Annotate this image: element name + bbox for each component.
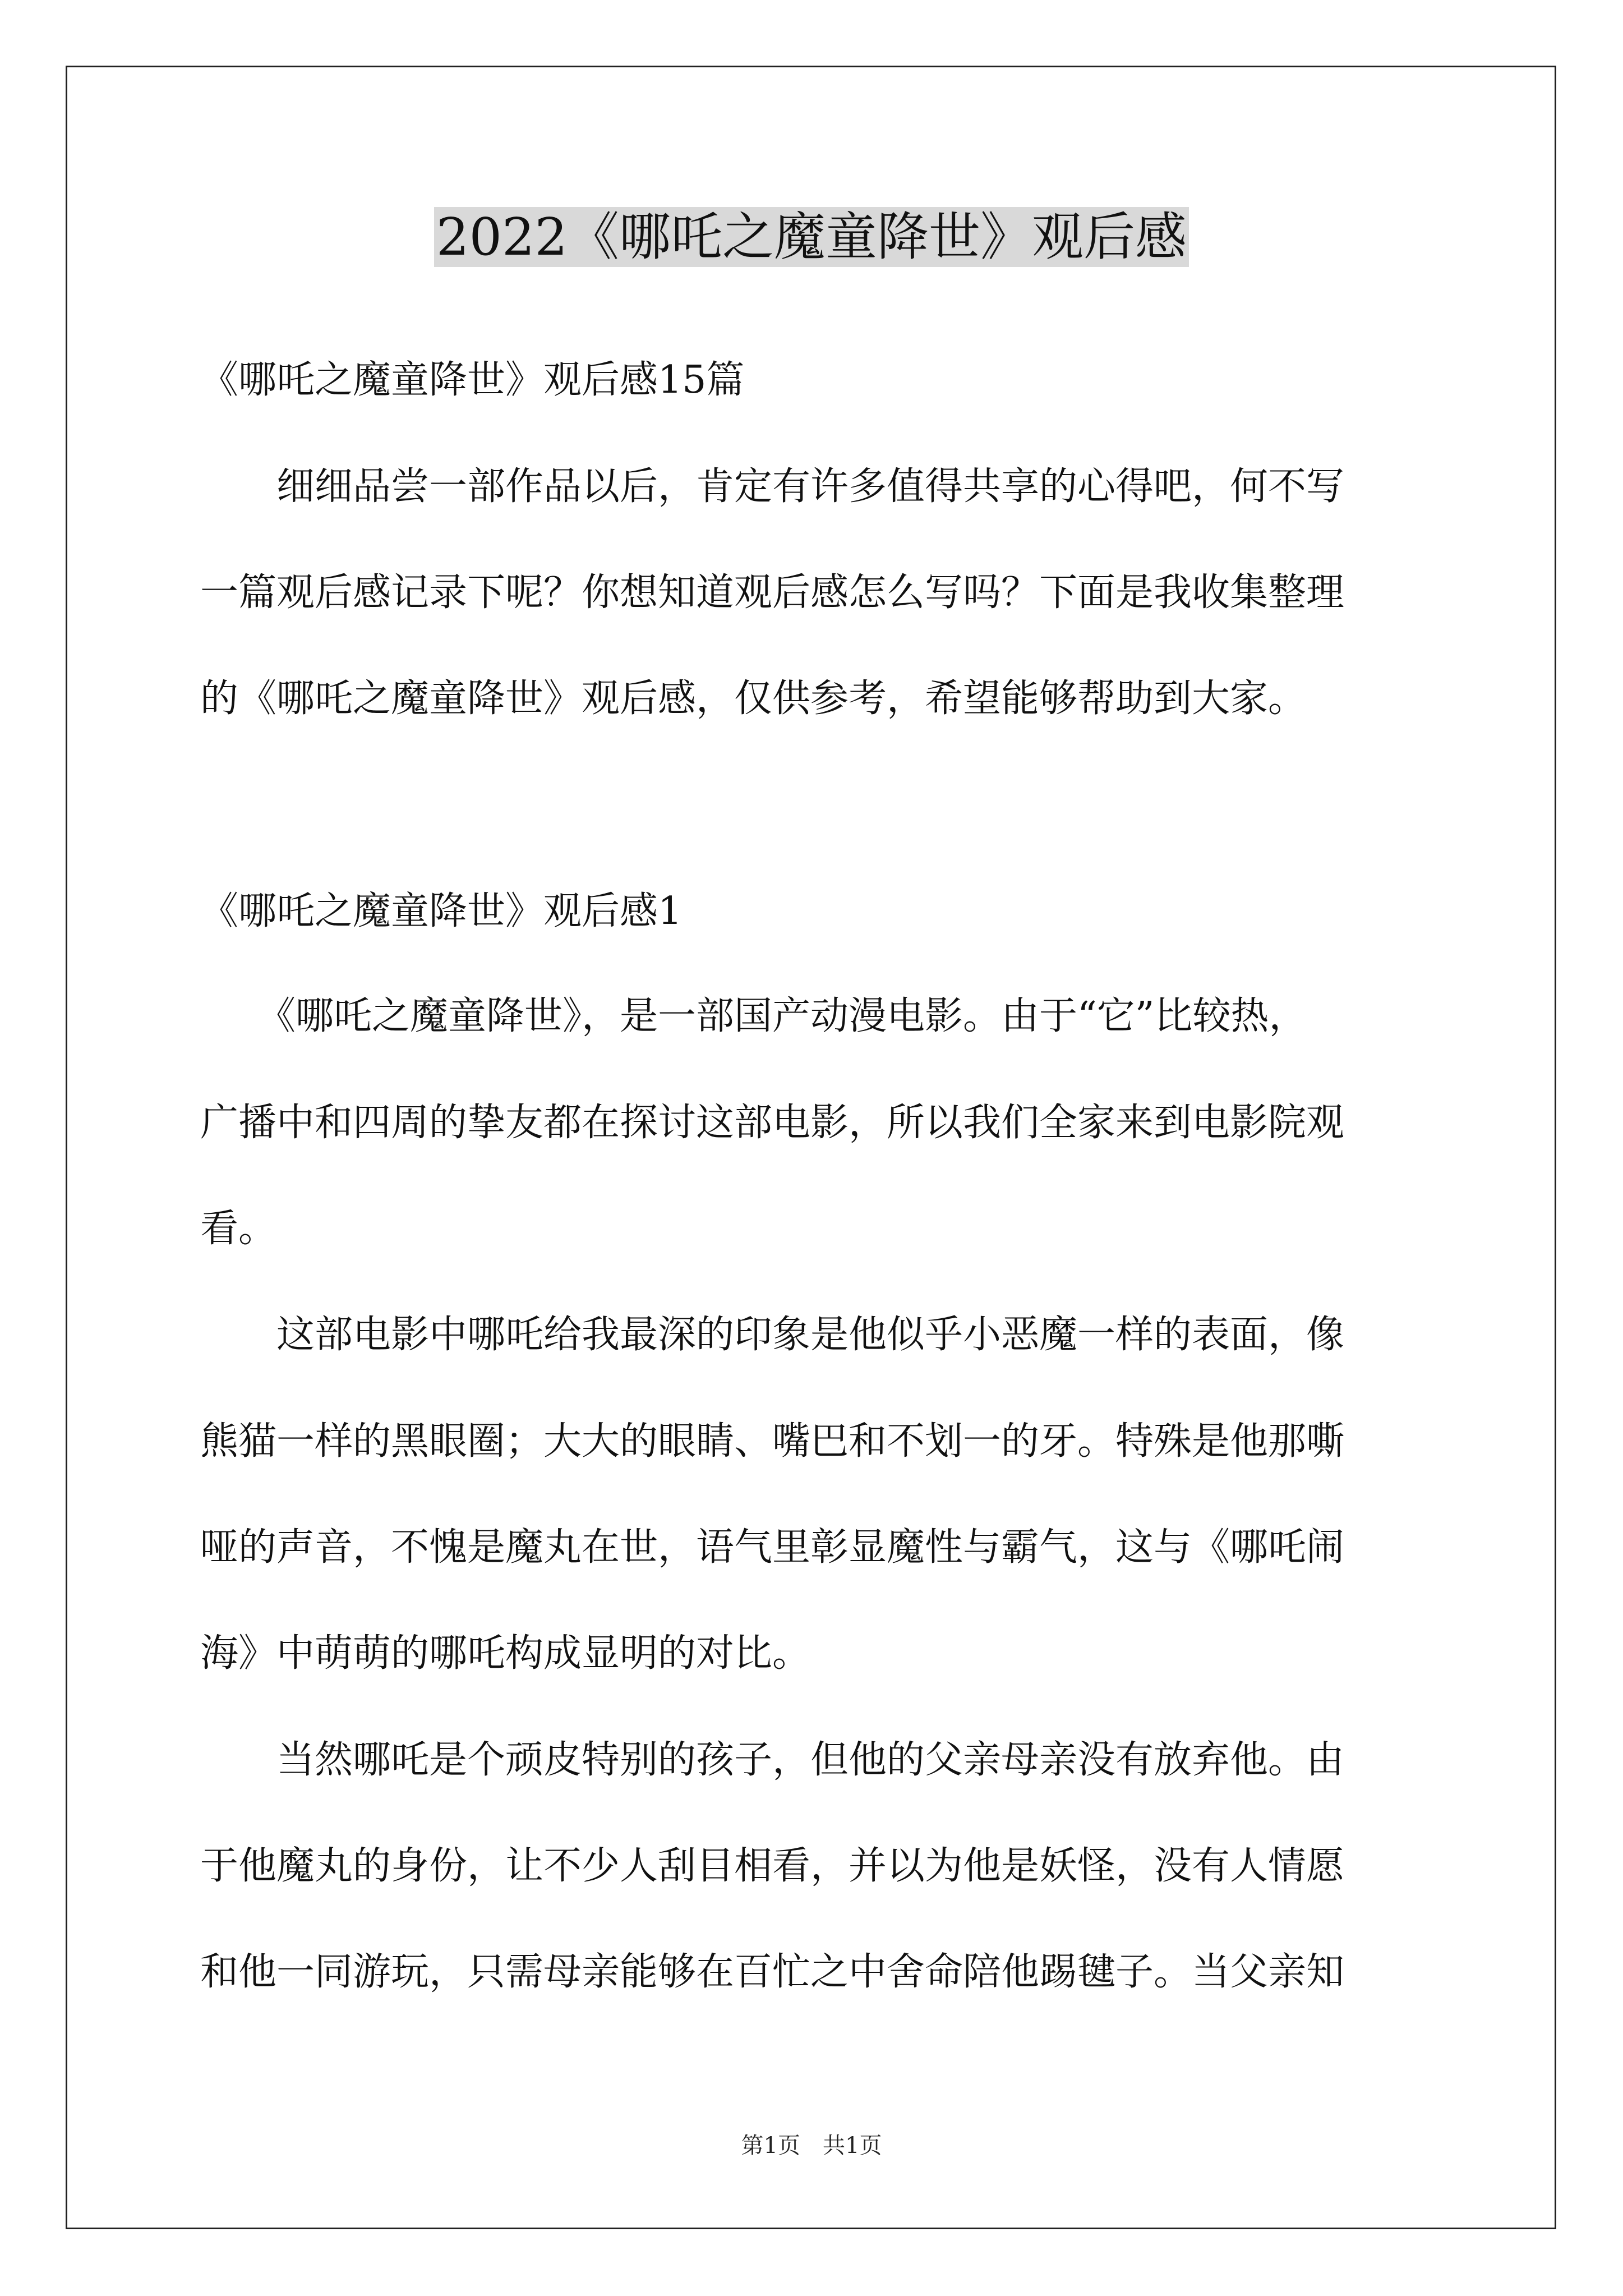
subtitle: 《哪吒之魔童降世》观后感15篇	[200, 358, 745, 402]
body-line: 当然哪吒是个顽皮特别的孩子，但他的父亲母亲没有放弃他。由	[200, 1738, 1345, 1782]
body-line: 哑的声音，不愧是魔丸在世，语气里彰显魔性与霸气，这与《哪吒闹	[200, 1525, 1345, 1570]
section-heading: 《哪吒之魔童降世》观后感1	[200, 889, 683, 933]
intro-line: 一篇观后感记录下呢？你想知道观后感怎么写吗？下面是我收集整理	[200, 570, 1345, 615]
body-line: 看。	[200, 1207, 277, 1251]
intro-line: 的《哪吒之魔童降世》观后感，仅供参考，希望能够帮助到大家。	[200, 677, 1307, 721]
body-line: 于他魔丸的身份，让不少人刮目相看，并以为他是妖怪，没有人情愿	[200, 1844, 1345, 1888]
page-footer: 第1页 共1页	[741, 2133, 882, 2159]
body-line: 和他一同游玩，只需母亲能够在百忙之中舍命陪他踢毽子。当父亲知	[200, 1950, 1345, 1994]
intro-line: 细细品尝一部作品以后，肯定有许多值得共享的心得吧，何不写	[200, 464, 1345, 509]
body-line: 广播中和四周的挚友都在探讨这部电影，所以我们全家来到电影院观	[200, 1101, 1345, 1145]
body-line: 熊猫一样的黑眼圈；大大的眼睛、嘴巴和不划一的牙。特殊是他那嘶	[200, 1419, 1345, 1464]
document-title	[0, 201, 1623, 274]
document-title-text: 2022《哪吒之魔童降世》观后感	[434, 207, 1189, 267]
body-line: 《哪吒之魔童降世》，是一部国产动漫电影。由于“它”比较热，	[200, 994, 1307, 1038]
body-line: 这部电影中哪吒给我最深的印象是他似乎小恶魔一样的表面，像	[200, 1313, 1345, 1357]
body-line: 海》中萌萌的哪吒构成显明的对比。	[200, 1631, 811, 1676]
